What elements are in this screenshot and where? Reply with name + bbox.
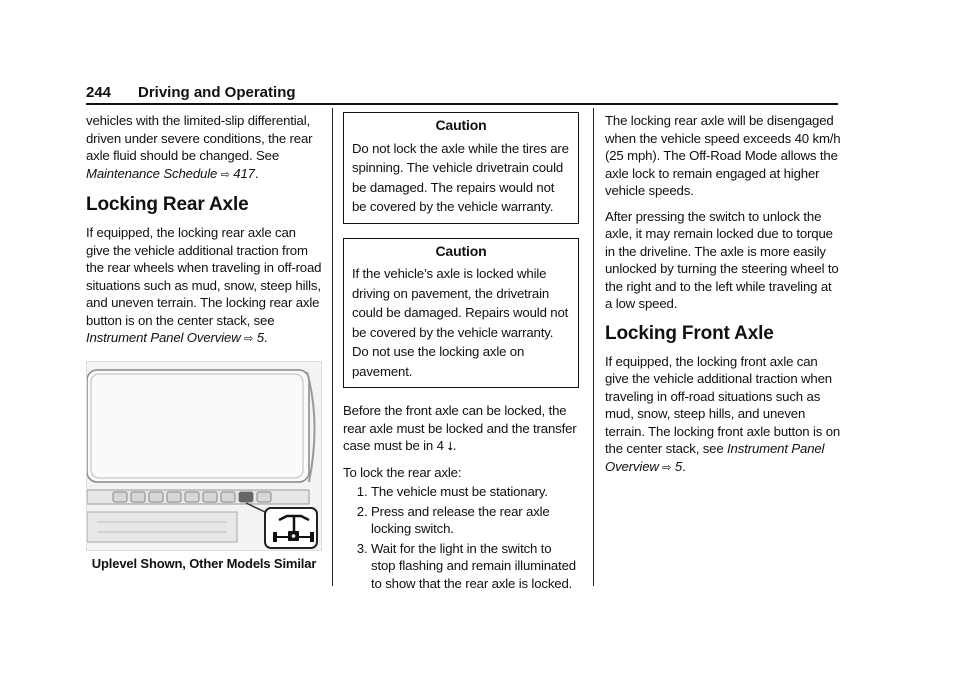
page-header bbox=[86, 84, 838, 104]
list-item: 3. Wait for the light in the switch to stop flashing and remain illuminated to show that the rear axle is locked. bbox=[371, 540, 579, 593]
heading-locking-front-axle: Locking Front Axle bbox=[605, 322, 774, 344]
section-title: Driving and Operating bbox=[138, 84, 296, 101]
cross-reference-link[interactable]: Maintenance Schedule bbox=[86, 165, 218, 181]
figure-caption: Uplevel Shown, Other Models Similar bbox=[91, 555, 317, 571]
heading-locking-rear-axle: Locking Rear Axle bbox=[86, 194, 249, 215]
caution-text: Do not lock the axle while the tires are spinning. The vehicle drivetrain could be damaged. The repairs would not be covered by the vehicle warranty. bbox=[352, 140, 569, 214]
column-divider bbox=[593, 108, 594, 586]
lock-steps-list bbox=[343, 483, 579, 592]
page-reference-icon: ⇨ bbox=[662, 461, 672, 474]
dashboard-drawing bbox=[87, 362, 321, 550]
page-ref-number[interactable]: 417 bbox=[233, 165, 255, 181]
column-left bbox=[86, 112, 322, 572]
front-axle-paragraph: If equipped, the locking front axle can give the vehicle additional traction when traveling in off-road situations such as mud, snow, steep hills, and uneven terrain. The locking front axle button is on the center stack, see Instrument Panel Overview ⇨ 5. bbox=[605, 353, 841, 474]
caution-title: Caution bbox=[435, 117, 487, 133]
caution-box-pavement bbox=[343, 238, 579, 389]
center-stack-illustration bbox=[86, 361, 322, 551]
page-reference-icon: ⇨ bbox=[244, 333, 254, 345]
cross-reference-link[interactable]: Instrument Panel Overview bbox=[605, 441, 825, 474]
column-divider bbox=[332, 108, 333, 586]
page-reference-icon: ⇨ bbox=[220, 168, 230, 181]
four-low-icon: ⭣ bbox=[447, 439, 453, 453]
page-ref-number[interactable]: 5 bbox=[674, 458, 683, 474]
header-rule bbox=[86, 103, 838, 105]
caution-text: If the vehicle’s axle is locked while driving on pavement, the drivetrain could be damaged. Repairs would not be covered by the vehicle warranty. Do not use the locking axle on pavement. bbox=[352, 266, 569, 379]
cross-reference-link[interactable]: Instrument Panel Overview bbox=[86, 330, 241, 345]
front-axle-precondition: Before the front axle can be locked, the rear axle must be locked and the transfer case must be in 4 ⭣. bbox=[343, 403, 577, 453]
page-number: 244 bbox=[86, 84, 112, 101]
unlock-paragraph: After pressing the switch to unlock the axle, it may remain locked due to torque in the driveline. The axle is more easily unlocked by turning the steering wheel to the right and to the left while traveling at a low speed. bbox=[605, 208, 839, 311]
caution-box-spinning bbox=[343, 112, 579, 224]
caution-title: Caution bbox=[435, 242, 487, 259]
rear-axle-paragraph: If equipped, the locking rear axle can give the vehicle additional traction from the rear wheels when traveling in off-road situations such as mud, snow, steep hills, and uneven terrain. The locking rear axle button is on the center stack, see Instrument Panel Overview ⇨ 5. bbox=[86, 225, 322, 345]
column-right bbox=[605, 112, 841, 485]
list-item: 2. Press and release the rear axle locking switch. bbox=[371, 503, 579, 538]
disengage-paragraph: The locking rear axle will be disengaged when the vehicle speed exceeds 40 km/h (25 mph). The Off-Road Mode allows the axle lock to remain engaged at higher vehicle speeds. bbox=[605, 113, 841, 198]
page-ref-number[interactable]: 5 bbox=[256, 330, 264, 345]
list-item: 1. The vehicle must be stationary. bbox=[371, 483, 579, 501]
intro-paragraph: vehicles with the limited-slip differential, driven under severe conditions, the rear axle fluid should be changed. See Maintenance Schedule ⇨ 417. bbox=[86, 113, 313, 181]
lock-intro: To lock the rear axle: bbox=[343, 464, 462, 480]
column-middle bbox=[343, 112, 579, 594]
